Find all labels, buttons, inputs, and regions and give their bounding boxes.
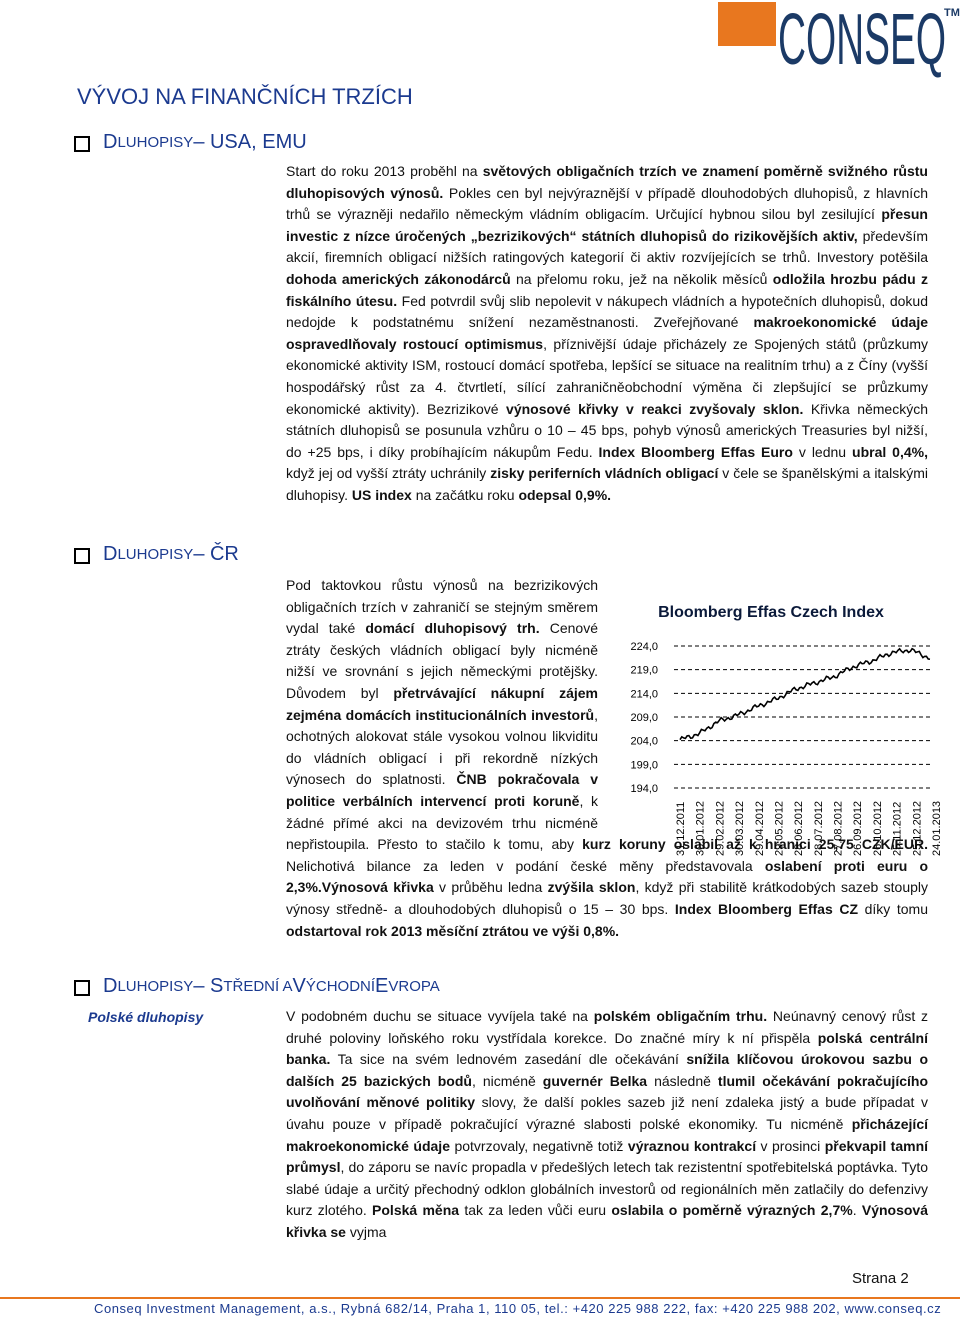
logo-text: CONSEQ (778, 0, 946, 80)
footer-divider (0, 1297, 960, 1299)
x-tick-label: 30.01.2012 (694, 800, 707, 856)
y-tick-label: 194,0 (630, 783, 658, 795)
chart-title: Bloomberg Effas Czech Index (658, 604, 884, 621)
x-tick-label: 24.01.2013 (931, 800, 943, 856)
paragraph-usa-emu: Start do roku 2013 proběhl na světových obligačních trzích ve znamení poměrně svižného růstu dluhopisových výnosů. Pokles cen byl nejvýraznější v případě dlouhodobých dluhopisů, z hlavních trhů se výrazněji nedařilo německým vládním obligacím. Určující hybnou silou byl zesilující přesun investic z nízce úročených „bezrizikových“ státních dluhopisů do rizikovějších aktiv, především akcií, firemních obligací nižších ratingových kategorií či aktiv rozvíjejících se trhů. Investory potěšila dohoda amerických zákonodárců na přelomu roku, jež na několik měsíců odložila hrozbu pádu z fiskálního útesu. Fed potvrdil svůj slib nepolevit v nákupech vládních a hypotečních dluhopisů, dokud nedojde k podstatnému snížení nezaměstnanosti. Zveřejňované makroekonomické údaje ospravedlňovaly rostoucí optimismus, příznivější údaje přicházely ze Spojených států (průzkumy ekonomické aktivity ISM, rostoucí domácí spotřeba, lepšící se situace na realitním trhu) a z Číny (vyšší hospodářský růst za 4. čtvrtletí, sílící zahraničněobchodní výměna či zlepšující se průzkumy ekonomické aktivity). Bezrizikové výnosové křivky v reakci zvyšovaly sklon. Křivka německých státních dluhopisů se posunula vzhůru o 10 – 45 bps, pohyb výnosů amerických Treasuries byl nižší, do +25 bps, i díky probíhajícím nákupům Fedu. Index Bloomberg Effas Euro v lednu ubral 0,4%, když jej od vyšší ztráty uchránily zisky periferních vládních obligací v čele se španělskými a italskými dluhopisy. US index na začátku roku odepsal 0,9%. (286, 163, 929, 503)
x-tick-label: 31.12.2011 (675, 801, 687, 856)
y-tick-label: 209,0 (630, 712, 658, 724)
y-tick-label: 204,0 (630, 735, 658, 748)
bloomberg-czech-index-chart (626, 600, 943, 856)
x-tick-label: 29.04.2012 (753, 800, 766, 856)
y-tick-label: 214,0 (630, 688, 658, 701)
chart-svg (626, 600, 943, 856)
logo-tm: TM (944, 7, 960, 19)
section-heading-cr: D LUHOPISY – ČR (74, 543, 239, 566)
page-number: Strana 2 (852, 1270, 909, 1287)
y-tick-label: 224,0 (630, 641, 658, 653)
paragraph-cr: Pod taktovkou růstu výnosů na bezrizikových obligačních trzích v zahraničí se stejným směrem vydal také domácí dluhopisový trh. Cenové ztráty českých vládních obligací byly nicméně nižší ve srovnání s jejich německými protějšky. Důvodem byl přetrvávající nákupní zájem zejména domácích institucionálních investorů, ochotných alokovat stále vysokou volnou likviditu do vládních obligací i při rekordně nízkých výnosech do splatnosti. ČNB pokračovala v politice verbálních intervencí proti koruně, k žádné přímé akci na devizovém trhu nicméně nepřistoupila. Přesto to stačilo k tomu, aby kurz koruny oslabil až k hranici 25,75 CZK/EUR. Nelichotivá bilance za leden v podání české měny představovala oslabení proti euru o 2,3%.Výnosová křivka v průběhu ledna zvýšila sklon, když při stabilitě krátkodobých sazeb stouply výnosy středně- a dlouhodobých dluhopisů o 15 – 30 bps. Index Bloomberg Effas CZ díky tomu odstartoval rok 2013 měsíční ztrátou ve výši 0,8%. (286, 577, 928, 939)
subheading-polish-bonds: Polské dluhopisy (88, 1009, 204, 1025)
y-tick-label: 219,0 (630, 664, 658, 677)
checkbox-bullet-icon (74, 548, 88, 562)
x-tick-label: 25.11.2012 (891, 801, 904, 856)
x-tick-label: 28.06.2012 (793, 800, 806, 856)
logo-mark-icon (718, 2, 960, 78)
checkbox-bullet-icon (74, 980, 88, 994)
section-heading-usa-emu: D LUHOPISY – USA, EMU (74, 131, 307, 154)
series-line (680, 649, 930, 740)
footer-address: Conseq Investment Management, a.s., Rybná 682/14, Praha 1, 110 05, tel.: +420 225 988 222, fax: +420 225 988 202, www.conseq.cz (94, 1301, 942, 1316)
y-tick-label: 199,0 (630, 759, 658, 772)
x-tick-label: 29.02.2012 (714, 800, 727, 856)
x-tick-label: 25.12.2012 (911, 800, 924, 856)
x-tick-label: 27.08.2012 (832, 800, 845, 856)
paragraph-poland: V podobném duchu se situace vyvíjela také na polském obligačním trhu. Neúnavný cenový růst z druhé poloviny loňského roku vystřídala korekce. Do značné míry k ní přispěla polská centrální banka. Ta sice na svém lednovém zasedání dle očekávání snížila klíčovou úrokovou sazbu o dalších 25 bazických bodů, nicméně guvernér Belka následně tlumil očekávání pokračujícího uvolňování měnové politiky slovy, že další pokles sazeb již není zdaleka jistý a bude případat v úvahu pouze v případě pokračující výrazné slabosti polské ekonomiky. Tu nicméně přicházející makroekonomické údaje potvrzovaly, negativně totiž výraznou kontrakcí v prosinci překvapil tamní průmysl, do záporu se navíc propadla v předešlých letech tak rezistentní spotřebitelská poptávka. Tyto slabé údaje a určitý přechodný odklon globálních investorů od regionálních měn zatlačily do defenzivy kurz zlotého. Polská měna tak za leden vůči euru oslabila o poměrně výrazných 2,7%. Výnosová křivka se vyjma (286, 1008, 929, 1240)
x-tick-label: 28.07.2012 (812, 800, 825, 856)
section-heading-cee: D LUHOPISY – S TŘEDNÍ A V ÝCHODNÍ E VROPA (74, 975, 440, 998)
conseq-logo (718, 2, 960, 78)
x-tick-label: 29.05.2012 (773, 800, 786, 856)
x-tick-label: 26.10.2012 (871, 800, 884, 856)
x-tick-label: 26.09.2012 (852, 800, 865, 856)
page-title: VÝVOJ NA FINANČNÍCH TRZÍCH (77, 84, 413, 109)
checkbox-bullet-icon (74, 136, 88, 150)
x-tick-label: 30.03.2012 (734, 800, 747, 856)
